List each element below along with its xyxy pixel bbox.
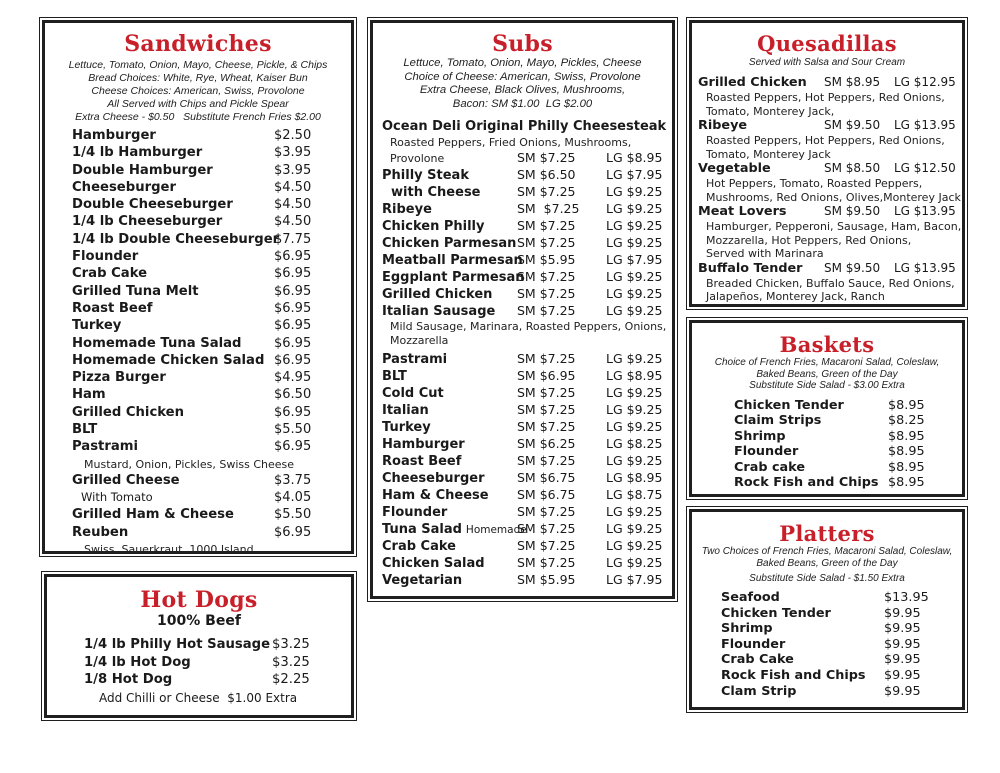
item-name: Meatball Parmesan	[382, 253, 523, 268]
menu-item	[698, 75, 962, 91]
item-name: with Cheese	[382, 185, 481, 200]
menu-item	[72, 163, 351, 180]
sandwiches-note: Lettuce, Tomato, Onion, Mayo, Cheese, Pickle, & Chips	[68, 59, 328, 71]
item-description: Mushrooms, Red Onions, Olives,Monterey Jack	[706, 190, 961, 204]
item-name: Shrimp	[734, 428, 786, 444]
item-description: Mustard, Onion, Pickles, Swiss Cheese	[84, 457, 295, 471]
item-description: Swiss, Sauerkraut, 1000 Island	[84, 542, 254, 556]
item-name: Vegetarian	[382, 573, 463, 588]
item-price: $8.95	[888, 444, 925, 460]
menu-item	[382, 351, 672, 368]
menu-item	[72, 180, 351, 197]
item-name: 1/4 lb Philly Hot Sausage	[84, 637, 271, 652]
menu-item	[72, 473, 351, 490]
item-name: Pastrami	[382, 352, 448, 367]
menu-item	[382, 487, 672, 504]
menu-item	[72, 387, 351, 404]
menu-item	[382, 184, 672, 201]
item-name: Flounder	[734, 444, 799, 460]
menu-item	[734, 475, 962, 491]
item-name: Reuben	[72, 524, 129, 540]
price-large: LG $7.95	[606, 572, 663, 587]
item-name: Seafood	[721, 590, 780, 605]
price-small: SM $7.25	[517, 521, 576, 536]
menu-item	[382, 201, 672, 218]
menu-item	[382, 368, 672, 385]
item-name: Double Cheeseburger	[72, 197, 233, 213]
item-price: $4.95	[274, 370, 312, 386]
price-small: SM $7.25	[517, 385, 576, 400]
price-large: LG $9.25	[606, 453, 663, 468]
price-large: LG $9.25	[606, 504, 663, 519]
price-small: SM $7.25	[517, 555, 576, 570]
item-name: Vegetable	[698, 161, 771, 176]
item-description: Served with Marinara	[706, 247, 824, 260]
menu-item	[72, 353, 351, 370]
item-price: $8.25	[888, 413, 925, 429]
menu-item	[382, 436, 672, 453]
price-large: LG $7.95	[606, 167, 663, 182]
item-tag: Homemade	[465, 524, 527, 536]
item-name: Italian Sausage	[382, 304, 496, 319]
menu-item	[382, 286, 672, 303]
price-large: LG $8.25	[606, 436, 663, 451]
price-small: SM $6.95	[517, 368, 576, 383]
price-large: LG $8.75	[606, 487, 663, 502]
item-name: Ham	[72, 387, 106, 403]
item-name: Flounder	[72, 249, 139, 265]
menu-item	[721, 668, 962, 684]
price-large: LG $9.25	[606, 538, 663, 553]
price-large: LG $12.95	[894, 75, 956, 89]
menu-item	[72, 145, 351, 162]
price-large: LG $13.95	[894, 204, 956, 218]
item-price: $2.50	[274, 128, 312, 143]
menu-item	[721, 652, 962, 668]
menu-item	[382, 150, 672, 167]
item-description: Hamburger, Pepperoni, Sausage, Ham, Bacon,	[706, 220, 962, 233]
item-name: Cheeseburger	[382, 471, 485, 486]
item-name: Double Hamburger	[72, 162, 213, 178]
price-large: LG $9.25	[606, 402, 663, 417]
item-name: Crab Cake	[382, 539, 456, 554]
item-name: Pizza Burger	[72, 370, 166, 386]
item-price: $6.95	[274, 524, 312, 540]
menu-item	[382, 555, 672, 572]
item-name: Italian	[382, 403, 429, 418]
price-small: SM $7.25	[517, 184, 576, 199]
menu-item	[382, 521, 672, 538]
price-large: LG $13.95	[894, 118, 956, 132]
sandwiches-note: Bread Choices: White, Rye, Wheat, Kaiser Bun	[88, 72, 308, 84]
item-price: $5.50	[274, 507, 312, 523]
item-name: Homemade Chicken Salad	[72, 352, 265, 368]
price-small: SM $9.50	[824, 118, 881, 132]
price-small: SM $8.50	[824, 161, 881, 175]
price-small: SM $7.25	[517, 504, 576, 519]
menu-item	[84, 672, 351, 690]
item-price: $4.05	[274, 489, 312, 505]
item-description: Tomato, Monterey Jack,	[706, 104, 835, 118]
item-name-text: Tuna Salad	[382, 522, 462, 537]
item-name: Homemade Tuna Salad	[72, 335, 242, 351]
item-name: Meat Lovers	[698, 204, 787, 219]
item-price: $6.95	[274, 318, 312, 334]
price-large: LG $8.95	[606, 368, 663, 383]
baskets-title: Baskets	[779, 332, 875, 357]
item-name: Turkey	[72, 318, 122, 334]
menu-item	[382, 167, 672, 184]
menu-item	[698, 118, 962, 134]
item-name: Shrimp	[721, 621, 773, 637]
price-large: LG $9.25	[606, 286, 663, 301]
item-name: Flounder	[382, 505, 448, 520]
item-price: $3.95	[274, 145, 312, 161]
menu-item	[72, 525, 351, 542]
menu-item	[72, 405, 351, 422]
item-price: $6.50	[274, 387, 312, 403]
menu-item	[382, 269, 672, 286]
menu-item	[72, 128, 351, 145]
item-price: $7.75	[274, 231, 312, 247]
quesadillas-section	[689, 20, 965, 307]
menu-item	[721, 684, 962, 700]
item-price: $5.50	[274, 422, 312, 438]
item-name: BLT	[382, 369, 407, 384]
item-name: Buffalo Tender	[698, 260, 803, 276]
price-large: LG $8.95	[606, 150, 663, 165]
item-name: Ribeye	[382, 202, 432, 217]
item-price: $9.95	[884, 621, 921, 637]
menu-item	[698, 161, 962, 177]
menu-item	[734, 398, 962, 414]
menu-item	[721, 637, 962, 653]
price-small: SM $9.50	[824, 260, 881, 275]
price-small: SM $7.25	[517, 218, 576, 233]
item-price: $6.95	[274, 404, 312, 420]
menu-item	[721, 621, 962, 637]
item-name: Ham & Cheese	[382, 488, 489, 503]
item-description: Mozzarella, Hot Peppers, Red Onions,	[706, 233, 912, 247]
subs-note: Extra Cheese, Black Olives, Mushrooms,	[419, 84, 626, 96]
price-large: LG $13.95	[894, 260, 956, 275]
menu-item	[72, 507, 351, 524]
item-description: Mild Sausage, Marinara, Roasted Peppers, Onions,	[390, 320, 667, 333]
hotdogs-title: Hot Dogs	[140, 587, 258, 613]
item-price: $9.95	[884, 667, 921, 683]
price-small: SM $7.25	[517, 235, 576, 250]
hotdogs-subtitle: 100% Beef	[157, 613, 241, 629]
item-name: Pastrami	[72, 439, 139, 455]
item-price: $4.50	[274, 197, 312, 213]
item-name: Grilled Chicken	[698, 75, 807, 90]
item-price: $6.95	[274, 283, 312, 299]
item-name: Grilled Cheese	[72, 472, 180, 488]
price-small: SM $8.95	[824, 75, 881, 89]
platters-section	[689, 509, 965, 710]
item-name: Chicken Salad	[382, 556, 485, 571]
item-name: BLT	[72, 422, 98, 438]
item-price: $2.25	[272, 672, 310, 687]
item-price: $6.95	[274, 439, 312, 455]
item-price: $6.95	[274, 335, 312, 351]
menu-item	[72, 232, 351, 249]
item-description: Jalapeños, Monterey Jack, Ranch	[706, 290, 885, 303]
price-small: SM $7.25	[517, 303, 576, 318]
sandwiches-note: Extra Cheese - $0.50 Substitute French Fries $2.00	[75, 111, 321, 123]
price-small: SM $6.50	[517, 167, 576, 182]
price-large: LG $9.25	[606, 235, 663, 250]
platters-note: Baked Beans, Green of the Day	[756, 558, 898, 569]
item-name: Philly Steak	[382, 168, 469, 183]
item-price: $3.25	[272, 637, 310, 652]
platters-note: Two Choices of French Fries, Macaroni Salad, Coleslaw,	[701, 546, 953, 557]
item-name: Grilled Tuna Melt	[72, 283, 199, 299]
price-small: SM $7.25	[517, 269, 576, 284]
item-name: 1/8 Hot Dog	[84, 672, 173, 687]
menu-item	[84, 655, 351, 673]
item-price: $8.95	[888, 475, 925, 491]
menu-item	[382, 303, 672, 320]
sandwiches-note: All Served with Chips and Pickle Spear	[107, 98, 289, 110]
menu-item	[72, 422, 351, 439]
menu-item	[72, 336, 351, 353]
menu-item	[734, 460, 962, 476]
price-large: LG $9.25	[606, 184, 663, 199]
subs-note: Bacon: SM $1.00 LG $2.00	[452, 97, 593, 110]
price-large: LG $9.25	[606, 385, 663, 400]
item-price: $9.95	[884, 652, 921, 668]
menu-item	[72, 249, 351, 266]
item-price: $3.95	[274, 162, 312, 178]
menu-item	[698, 261, 962, 277]
item-name: Flounder	[721, 636, 786, 652]
item-name: Crab Cake	[721, 652, 794, 668]
item-price: $3.25	[272, 654, 310, 670]
price-small: SM $7.25	[517, 150, 576, 165]
item-price: $8.95	[888, 428, 925, 444]
item-name: Rock Fish and Chips	[721, 667, 866, 683]
subs-title: Subs	[492, 31, 553, 57]
menu-item	[72, 197, 351, 214]
item-price: $6.95	[274, 266, 312, 282]
price-small: SM $7.25	[517, 402, 576, 417]
menu-item	[734, 429, 962, 445]
item-name: Grilled Chicken	[72, 404, 185, 420]
price-large: LG $8.95	[606, 470, 663, 485]
price-large: LG $9.25	[606, 351, 663, 366]
price-large: LG $9.25	[606, 419, 663, 434]
price-large: LG $12.50	[894, 161, 956, 175]
item-description: Provolone	[390, 152, 445, 165]
item-description: Roasted Peppers, Hot Peppers, Red Onions,	[706, 91, 945, 104]
item-name: Hamburger	[72, 128, 156, 143]
item-price: $4.50	[274, 179, 312, 195]
menu-item	[382, 402, 672, 419]
price-large: LG $9.25	[606, 201, 663, 216]
item-name: Roast Beef	[72, 300, 153, 316]
subs-note: Choice of Cheese: American, Swiss, Provolone	[404, 70, 641, 83]
menu-item	[382, 504, 672, 521]
item-name: Grilled Chicken	[382, 287, 493, 302]
item-name: Chicken Parmesan	[382, 236, 517, 251]
item-name: Ribeye	[698, 118, 748, 133]
sandwiches-title: Sandwiches	[124, 31, 272, 57]
item-name: Grilled Ham & Cheese	[72, 507, 234, 523]
item-description: Roasted Peppers, Fried Onions, Mushrooms,	[390, 136, 632, 149]
menu-item	[721, 606, 962, 622]
price-small: SM $9.50	[824, 204, 881, 218]
menu-item	[72, 439, 351, 456]
item-description: Breaded Chicken, Buffalo Sauce, Red Onions,	[706, 276, 955, 290]
item-name: Clam Strip	[721, 683, 797, 699]
price-large: LG $9.25	[606, 269, 663, 284]
item-name: Crab cake	[734, 459, 806, 475]
item-name: Claim Strips	[734, 413, 822, 429]
platters-substitute: Substitute Side Salad - $1.50 Extra	[749, 573, 905, 584]
menu-item	[72, 214, 351, 231]
menu-item	[72, 370, 351, 387]
item-name: Turkey	[382, 420, 431, 435]
price-small: SM $7.25	[517, 286, 576, 301]
item-description: Tomato, Monterey Jack	[706, 147, 831, 161]
item-price: $6.95	[274, 249, 312, 265]
item-price: $8.95	[888, 459, 925, 475]
hotdogs-section	[44, 574, 354, 718]
menu-item	[734, 444, 962, 460]
item-name: Chicken Tender	[734, 397, 844, 413]
baskets-note: Baked Beans, Green of the Day	[756, 368, 898, 380]
item-name: Crab Cake	[72, 266, 148, 282]
hotdogs-extra: Add Chilli or Cheese $1.00 Extra	[99, 690, 298, 705]
menu-item	[382, 235, 672, 252]
menu-item	[698, 204, 962, 220]
menu-item	[382, 218, 672, 235]
price-small: SM $7.25	[517, 351, 576, 366]
item-description: Mozzarella	[390, 334, 449, 347]
menu-item	[382, 453, 672, 470]
item-price: $3.75	[274, 472, 312, 488]
item-name: With Tomato	[81, 489, 153, 504]
menu-item	[72, 266, 351, 283]
baskets-note: Choice of French Fries, Macaroni Salad, Coleslaw,	[714, 357, 940, 368]
menu-item	[72, 318, 351, 335]
price-small: SM $5.95	[517, 252, 576, 267]
item-name: 1/4 lb Cheeseburger	[72, 214, 223, 230]
baskets-note: Substitute Side Salad - $3.00 Extra	[749, 380, 905, 391]
price-small: SM $6.75	[517, 487, 576, 502]
item-price: $9.95	[884, 605, 921, 621]
item-name: Roast Beef	[382, 454, 462, 469]
menu-item	[734, 413, 962, 429]
item-price: $9.95	[884, 683, 921, 699]
quesadillas-note: Served with Salsa and Sour Cream	[748, 57, 906, 68]
price-large: LG $9.25	[606, 303, 663, 318]
item-name: 1/4 lb Hamburger	[72, 145, 203, 161]
menu-item	[382, 252, 672, 269]
item-name	[382, 522, 527, 537]
menu-item	[84, 637, 351, 655]
item-description: Hot Peppers, Tomato, Roasted Peppers,	[706, 177, 923, 190]
item-price: $8.95	[888, 397, 925, 413]
price-small: SM $7.25	[517, 419, 576, 434]
item-name: Hamburger	[382, 437, 465, 452]
item-name: Chicken Philly	[382, 219, 485, 234]
item-price: $13.95	[884, 590, 929, 605]
price-large: LG $9.25	[606, 521, 663, 536]
item-name: Eggplant Parmesan	[382, 270, 525, 285]
price-large: LG $7.95	[606, 252, 663, 267]
item-name: 1/4 lb Hot Dog	[84, 654, 191, 670]
menu-item	[72, 301, 351, 318]
item-name: Rock Fish and Chips	[734, 475, 879, 491]
price-small: SM $7.25	[517, 453, 576, 468]
item-price: $6.95	[274, 300, 312, 316]
item-name: Ocean Deli Original Philly Cheesesteak	[382, 119, 667, 134]
price-small: SM $7.25	[517, 538, 576, 553]
item-price: $9.95	[884, 636, 921, 652]
quesadillas-title: Quesadillas	[757, 31, 897, 56]
menu-item	[72, 284, 351, 301]
menu-item	[382, 470, 672, 487]
menu-item-option	[72, 490, 351, 507]
baskets-section	[689, 320, 965, 497]
item-price: $4.50	[274, 214, 312, 230]
item-name: 1/4 lb Double Cheeseburger	[72, 231, 280, 247]
sandwiches-section	[42, 20, 354, 554]
subs-note: Lettuce, Tomato, Onion, Mayo, Pickles, Cheese	[403, 57, 642, 69]
menu-item	[382, 538, 672, 555]
price-small: SM $5.95	[517, 572, 576, 587]
item-name: Cheeseburger	[72, 179, 176, 195]
price-small: SM $7.25	[517, 201, 580, 216]
item-name: Chicken Tender	[721, 605, 831, 621]
price-large: LG $9.25	[606, 555, 663, 570]
sandwiches-note: Cheese Choices: American, Swiss, Provolone	[91, 85, 305, 97]
menu-item	[382, 572, 672, 589]
item-price: $6.95	[274, 352, 312, 368]
subs-section	[370, 20, 675, 599]
menu-item	[721, 590, 962, 606]
price-large: LG $9.25	[606, 218, 663, 233]
platters-title: Platters	[779, 521, 875, 546]
menu-item	[382, 385, 672, 402]
price-small: SM $6.25	[517, 436, 576, 451]
menu-item	[382, 419, 672, 436]
price-small: SM $6.75	[517, 470, 576, 485]
item-description: Roasted Peppers, Hot Peppers, Red Onions,	[706, 134, 945, 147]
item-name: Cold Cut	[382, 386, 444, 401]
